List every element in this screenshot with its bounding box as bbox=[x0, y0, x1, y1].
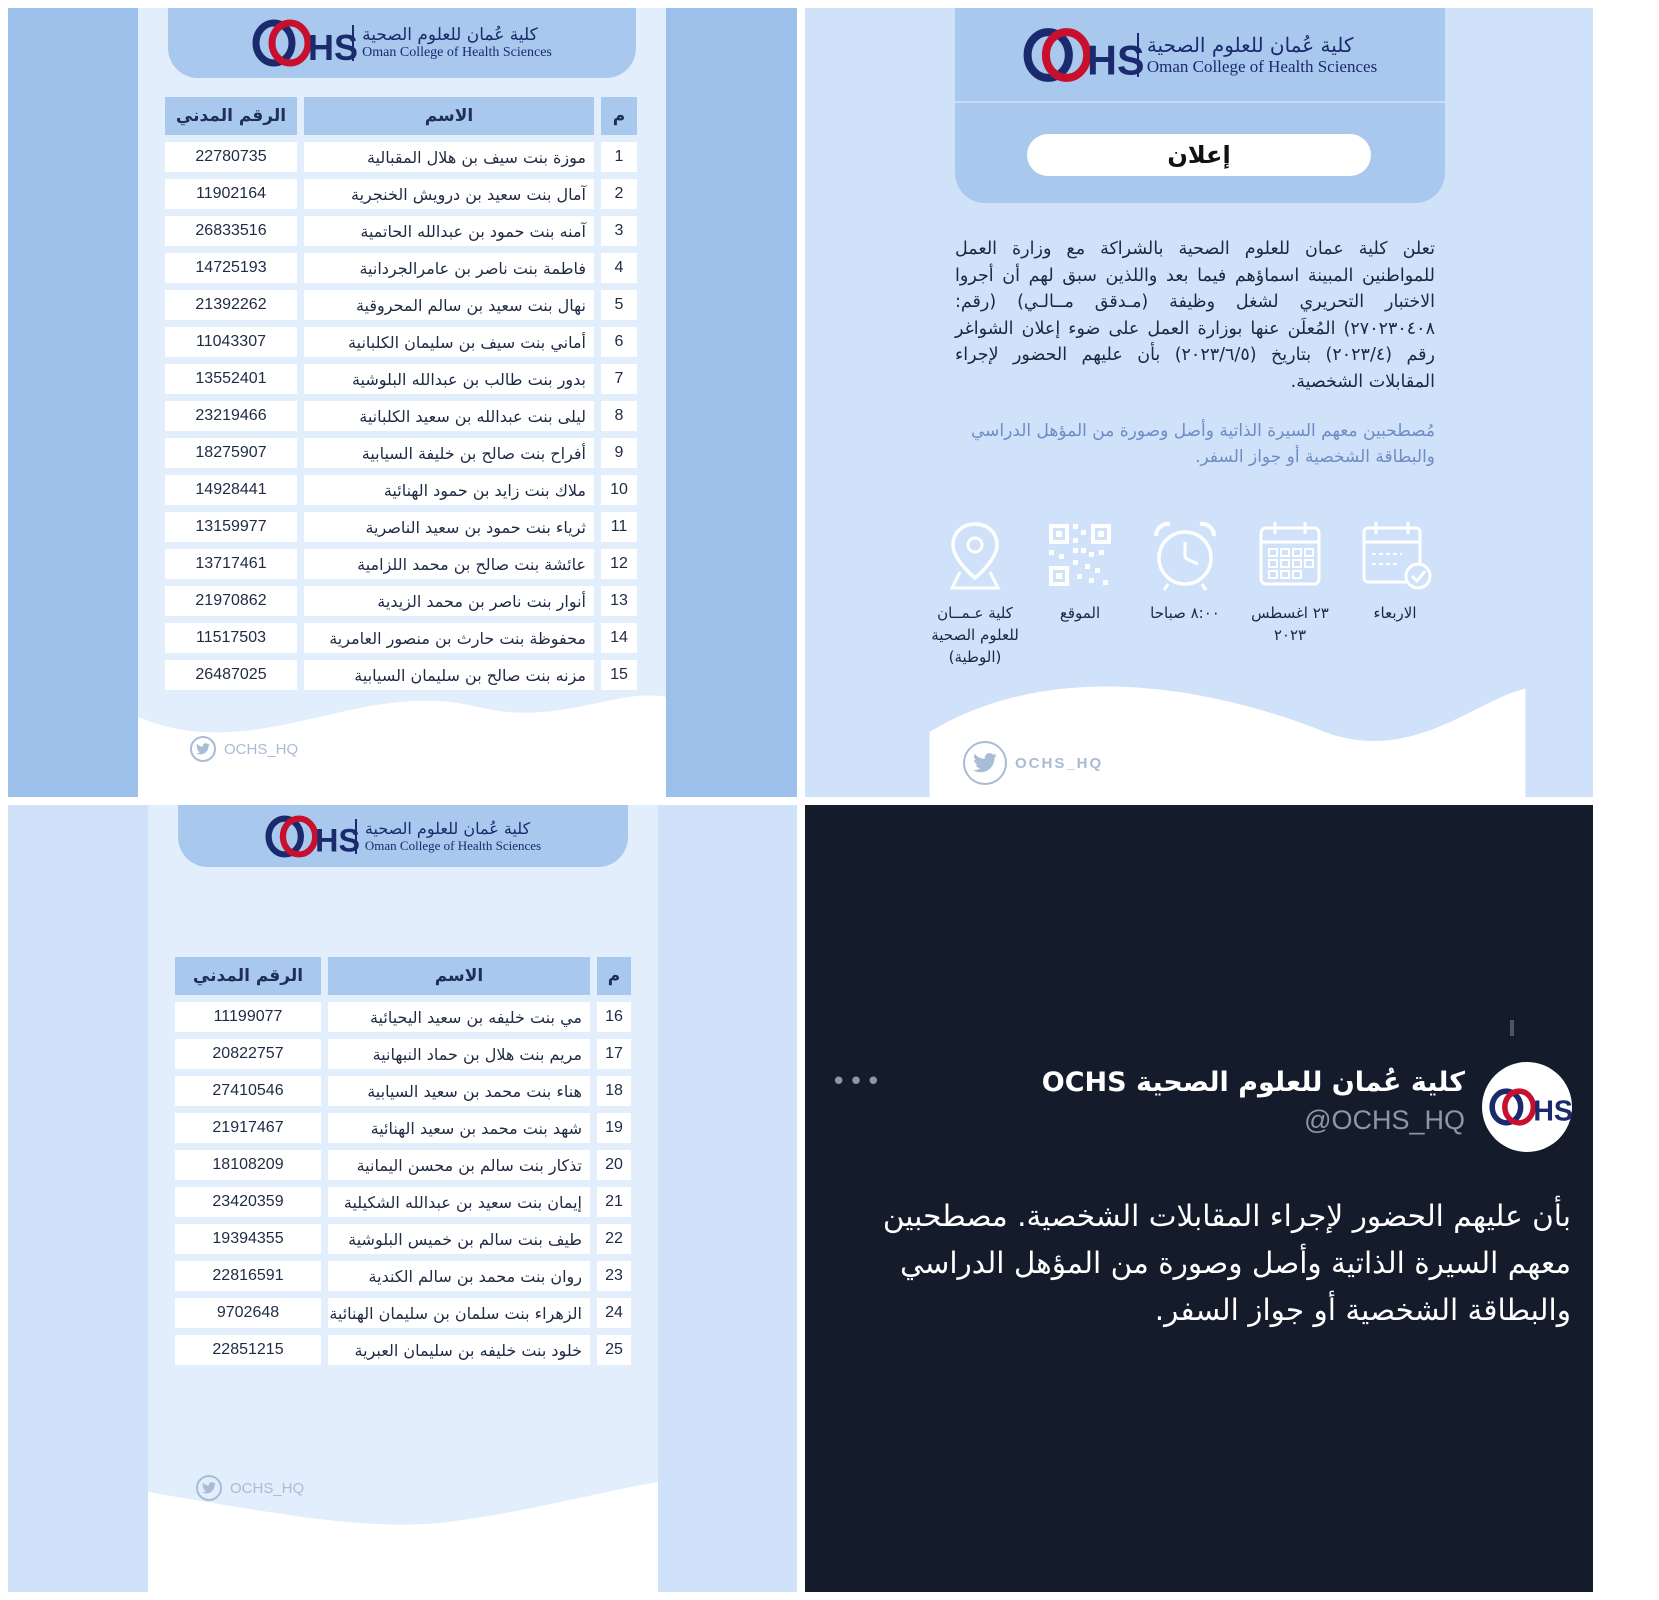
table-row bbox=[175, 1113, 631, 1143]
thread-connector bbox=[1510, 1020, 1514, 1036]
row-number: 3 bbox=[601, 216, 637, 246]
civil-number: 11517503 bbox=[165, 623, 297, 653]
list-image-2 bbox=[8, 805, 797, 1592]
ochs-logo-icon bbox=[1023, 26, 1145, 84]
col-name-header: الاسم bbox=[328, 957, 590, 995]
detail-location-link-label: الموقع bbox=[1059, 604, 1101, 622]
row-number: 16 bbox=[597, 1002, 631, 1032]
college-banner bbox=[178, 805, 628, 867]
table-row bbox=[175, 1002, 631, 1032]
row-number: 14 bbox=[601, 623, 637, 653]
table-row bbox=[165, 364, 637, 394]
row-number: 1 bbox=[601, 142, 637, 172]
candidate-name: مريم بنت هلال بن حماد النبهانية bbox=[328, 1039, 590, 1069]
civil-number: 14928441 bbox=[165, 475, 297, 505]
civil-number: 18108209 bbox=[175, 1150, 321, 1180]
announcement-title: إعلان bbox=[1027, 134, 1371, 176]
candidate-name: شهد بنت محمد بن سعيد الهنائية bbox=[328, 1113, 590, 1143]
detail-venue-label: كلية عـمــان للعلوم الصحية (الوطية) bbox=[931, 604, 1019, 666]
twitter-bird-icon bbox=[963, 741, 1007, 785]
svg-text:HS: HS bbox=[315, 822, 360, 859]
location-pin-icon bbox=[938, 518, 1012, 592]
table-row bbox=[165, 401, 637, 431]
row-number: 18 bbox=[597, 1076, 631, 1106]
svg-text:HS: HS bbox=[1533, 1095, 1573, 1128]
col-name-header: الاسم bbox=[304, 97, 594, 135]
table-row bbox=[165, 586, 637, 616]
col-civil-header: الرقم المدني bbox=[165, 97, 297, 135]
civil-number: 11902164 bbox=[165, 179, 297, 209]
table-row bbox=[165, 142, 637, 172]
candidate-name: ثرياء بنت حمود بن سعيد الناصرية bbox=[304, 512, 594, 542]
row-number: 9 bbox=[601, 438, 637, 468]
table-row bbox=[175, 1261, 631, 1291]
table-header-row bbox=[165, 97, 637, 135]
row-number: 12 bbox=[601, 549, 637, 579]
row-number: 5 bbox=[601, 290, 637, 320]
col-num-header: م bbox=[601, 97, 637, 135]
row-number: 23 bbox=[597, 1261, 631, 1291]
more-options-icon[interactable]: ••• bbox=[831, 1067, 884, 1097]
detail-location-link bbox=[1030, 518, 1130, 668]
civil-number: 23420359 bbox=[175, 1187, 321, 1217]
college-logo bbox=[955, 8, 1445, 103]
candidate-name: عائشة بنت صالح بن محمد اللزامية bbox=[304, 549, 594, 579]
col-civil-header: الرقم المدني bbox=[175, 957, 321, 995]
row-number: 22 bbox=[597, 1224, 631, 1254]
row-number: 8 bbox=[601, 401, 637, 431]
college-name-en: Oman College of Health Sciences bbox=[1146, 56, 1378, 76]
twitter-handle-text: OCHS_HQ bbox=[230, 1479, 305, 1497]
candidate-name: مزنه بنت صالح بن سليمان السيابية bbox=[304, 660, 594, 690]
table-row bbox=[175, 1150, 631, 1180]
announcement-note: مُصطحبين معهم السيرة الذاتية وأصل وصورة من المؤهل الدراسي والبطاقة الشخصية أو جواز السفر. bbox=[970, 421, 1435, 467]
civil-number: 22851215 bbox=[175, 1335, 321, 1365]
candidate-name: أماني بنت سيف بن سليمان الكلبانية bbox=[304, 327, 594, 357]
candidates-table-2 bbox=[168, 950, 638, 1372]
civil-number: 13159977 bbox=[165, 512, 297, 542]
candidate-name: موزة بنت سيف بن هلال المقبالية bbox=[304, 142, 594, 172]
college-name-en: Oman College of Health Sciences bbox=[362, 45, 552, 60]
announcement-body: تعلن كلية عمان للعلوم الصحية بالشراكة مع وزارة العمل للمواطنين المبينة اسماؤهم فيما بعد واللذين سبق لهم أن أجروا الاختبار التحريري لشغل وظيفة (مـدقق مــالـي) (رقم: ٢٧٠٢٣٠٤٠٨) المُعلَن عنها بوزارة العمل على ضوء إعلان الشواغر رقم (٢٠٢٣/٤) بتاريخ (٢٠٢٣/٦/٥) بأن عليهم الحضور لإجراء المقابلات الشخصية. bbox=[955, 239, 1435, 392]
row-number: 17 bbox=[597, 1039, 631, 1069]
civil-number: 11199077 bbox=[175, 1002, 321, 1032]
civil-number: 14725193 bbox=[165, 253, 297, 283]
announcement-image bbox=[805, 8, 1593, 797]
college-logo bbox=[265, 814, 541, 859]
row-number: 20 bbox=[597, 1150, 631, 1180]
candidate-name: طيف بنت سالم بن خميس البلوشية bbox=[328, 1224, 590, 1254]
tweet-username[interactable]: @OCHS_HQ bbox=[1304, 1105, 1465, 1135]
tweet-screenshot bbox=[805, 805, 1593, 1592]
tweet-text: بأن عليهم الحضور لإجراء المقابلات الشخصية. مصطحبين معهم السيرة الذاتية وأصل وصورة من المؤهل الدراسي والبطاقة الشخصية أو جواز السفر. bbox=[882, 1199, 1571, 1327]
candidate-name: آمال بنت سعيد بن درويش الخنجرية bbox=[304, 179, 594, 209]
candidate-name: بدور بنت طالب بن عبدالله البلوشية bbox=[304, 364, 594, 394]
detail-day bbox=[1345, 518, 1445, 668]
detail-time-label: ٨:٠٠ صباحا bbox=[1150, 604, 1220, 622]
tweet-display-name[interactable]: كلية عُمان للعلوم الصحية OCHS bbox=[1041, 1067, 1465, 1098]
civil-number: 18275907 bbox=[165, 438, 297, 468]
candidate-name: إيمان بنت سعيد بن عبدالله الشكيلية bbox=[328, 1187, 590, 1217]
ochs-logo-icon bbox=[265, 814, 360, 859]
college-banner bbox=[168, 8, 636, 78]
row-number: 11 bbox=[601, 512, 637, 542]
table-row bbox=[165, 512, 637, 542]
table-row bbox=[175, 1039, 631, 1069]
list-card-2 bbox=[148, 805, 658, 1592]
svg-text:HS: HS bbox=[308, 27, 359, 68]
civil-number: 20822757 bbox=[175, 1039, 321, 1069]
row-number: 4 bbox=[601, 253, 637, 283]
civil-number: 9702648 bbox=[175, 1298, 321, 1328]
civil-number: 19394355 bbox=[175, 1224, 321, 1254]
candidates-table-1 bbox=[158, 90, 644, 697]
candidate-name: أفراح بنت صالح بن خليفة السيابية bbox=[304, 438, 594, 468]
row-number: 19 bbox=[597, 1113, 631, 1143]
calendar-check-icon bbox=[1358, 518, 1432, 592]
table-row bbox=[175, 1187, 631, 1217]
candidate-name: أنوار بنت ناصر بن محمد الزيدية bbox=[304, 586, 594, 616]
college-name-ar: كلية عُمان للعلوم الصحية bbox=[364, 818, 531, 838]
candidate-name: تذكار بنت سالم بن محسن اليمانية bbox=[328, 1150, 590, 1180]
row-number: 6 bbox=[601, 327, 637, 357]
table-row bbox=[165, 290, 637, 320]
civil-number: 13717461 bbox=[165, 549, 297, 579]
detail-date bbox=[1240, 518, 1340, 668]
twitter-bird-icon bbox=[190, 736, 216, 762]
row-number: 10 bbox=[601, 475, 637, 505]
detail-day-label: الاربعاء bbox=[1373, 604, 1417, 622]
candidate-name: روان بنت محمد بن سالم الكندية bbox=[328, 1261, 590, 1291]
list-card-1 bbox=[138, 8, 666, 797]
row-number: 15 bbox=[601, 660, 637, 690]
table-row bbox=[175, 1076, 631, 1106]
ochs-logo-icon bbox=[1489, 1087, 1573, 1128]
table-row bbox=[165, 327, 637, 357]
candidate-name: فاطمة بنت ناصر بن عامرالجردانية bbox=[304, 253, 594, 283]
civil-number: 27410546 bbox=[175, 1076, 321, 1106]
event-details bbox=[925, 518, 1445, 668]
svg-text:HS: HS bbox=[1086, 36, 1145, 83]
table-row bbox=[175, 1335, 631, 1365]
row-number: 7 bbox=[601, 364, 637, 394]
civil-number: 22816591 bbox=[175, 1261, 321, 1291]
table-row bbox=[165, 438, 637, 468]
candidate-name: مي بنت خليفه بن سعيد اليحيائية bbox=[328, 1002, 590, 1032]
calendar-grid-icon bbox=[1253, 518, 1327, 592]
college-name-ar: كلية عُمان للعلوم الصحية bbox=[1146, 32, 1354, 57]
college-name-ar: كلية عُمان للعلوم الصحية bbox=[362, 25, 538, 45]
candidate-name: ملاك بنت زايد بن حمود الهنائية bbox=[304, 475, 594, 505]
table-row bbox=[165, 623, 637, 653]
civil-number: 26833516 bbox=[165, 216, 297, 246]
table-header-row bbox=[175, 957, 631, 995]
candidate-name: محفوظة بنت حارث بن منصور العامرية bbox=[304, 623, 594, 653]
civil-number: 23219466 bbox=[165, 401, 297, 431]
avatar[interactable] bbox=[1482, 1062, 1572, 1152]
table-row bbox=[175, 1224, 631, 1254]
twitter-handle bbox=[190, 736, 298, 762]
qr-code-icon bbox=[1043, 518, 1117, 592]
candidate-name: ليلى بنت عبدالله بن سعيد الكلبانية bbox=[304, 401, 594, 431]
row-number: 25 bbox=[597, 1335, 631, 1365]
college-logo bbox=[252, 18, 552, 68]
twitter-handle-text: OCHS_HQ bbox=[1015, 754, 1104, 772]
row-number: 13 bbox=[601, 586, 637, 616]
civil-number: 21392262 bbox=[165, 290, 297, 320]
table-row bbox=[175, 1298, 631, 1328]
candidate-name: الزهراء بنت سلمان بن سليمان الهنائية bbox=[328, 1298, 590, 1328]
civil-number: 13552401 bbox=[165, 364, 297, 394]
row-number: 21 bbox=[597, 1187, 631, 1217]
table-row bbox=[165, 475, 637, 505]
alarm-clock-icon bbox=[1148, 518, 1222, 592]
detail-venue bbox=[925, 518, 1025, 668]
candidate-name: هناء بنت محمد بن سعيد السيابية bbox=[328, 1076, 590, 1106]
civil-number: 21917467 bbox=[175, 1113, 321, 1143]
candidate-name: آمنه بنت حمود بن عبدالله الحاتمية bbox=[304, 216, 594, 246]
twitter-handle bbox=[196, 1475, 304, 1501]
row-number: 24 bbox=[597, 1298, 631, 1328]
row-number: 2 bbox=[601, 179, 637, 209]
table-row bbox=[165, 179, 637, 209]
candidate-name: نهال بنت سعيد بن سالم المحروقية bbox=[304, 290, 594, 320]
footer-wave bbox=[805, 667, 1659, 797]
candidate-name: خلود بنت خليفه بن سليمان العبرية bbox=[328, 1335, 590, 1365]
twitter-handle bbox=[963, 741, 1103, 785]
list-image-1 bbox=[8, 8, 797, 797]
civil-number: 11043307 bbox=[165, 327, 297, 357]
table-row bbox=[165, 549, 637, 579]
civil-number: 21970862 bbox=[165, 586, 297, 616]
twitter-handle-text: OCHS_HQ bbox=[224, 740, 299, 758]
ochs-logo-icon bbox=[252, 18, 359, 68]
college-name-en: Oman College of Health Sciences bbox=[364, 837, 542, 853]
table-row bbox=[165, 216, 637, 246]
civil-number: 22780735 bbox=[165, 142, 297, 172]
table-row bbox=[165, 253, 637, 283]
twitter-bird-icon bbox=[196, 1475, 222, 1501]
detail-time bbox=[1135, 518, 1235, 668]
detail-date-label: ٢٣ اغسطس ٢٠٢٣ bbox=[1251, 604, 1329, 644]
civil-number: 26487025 bbox=[165, 660, 297, 690]
announcement-header bbox=[955, 8, 1445, 203]
col-num-header: م bbox=[597, 957, 631, 995]
